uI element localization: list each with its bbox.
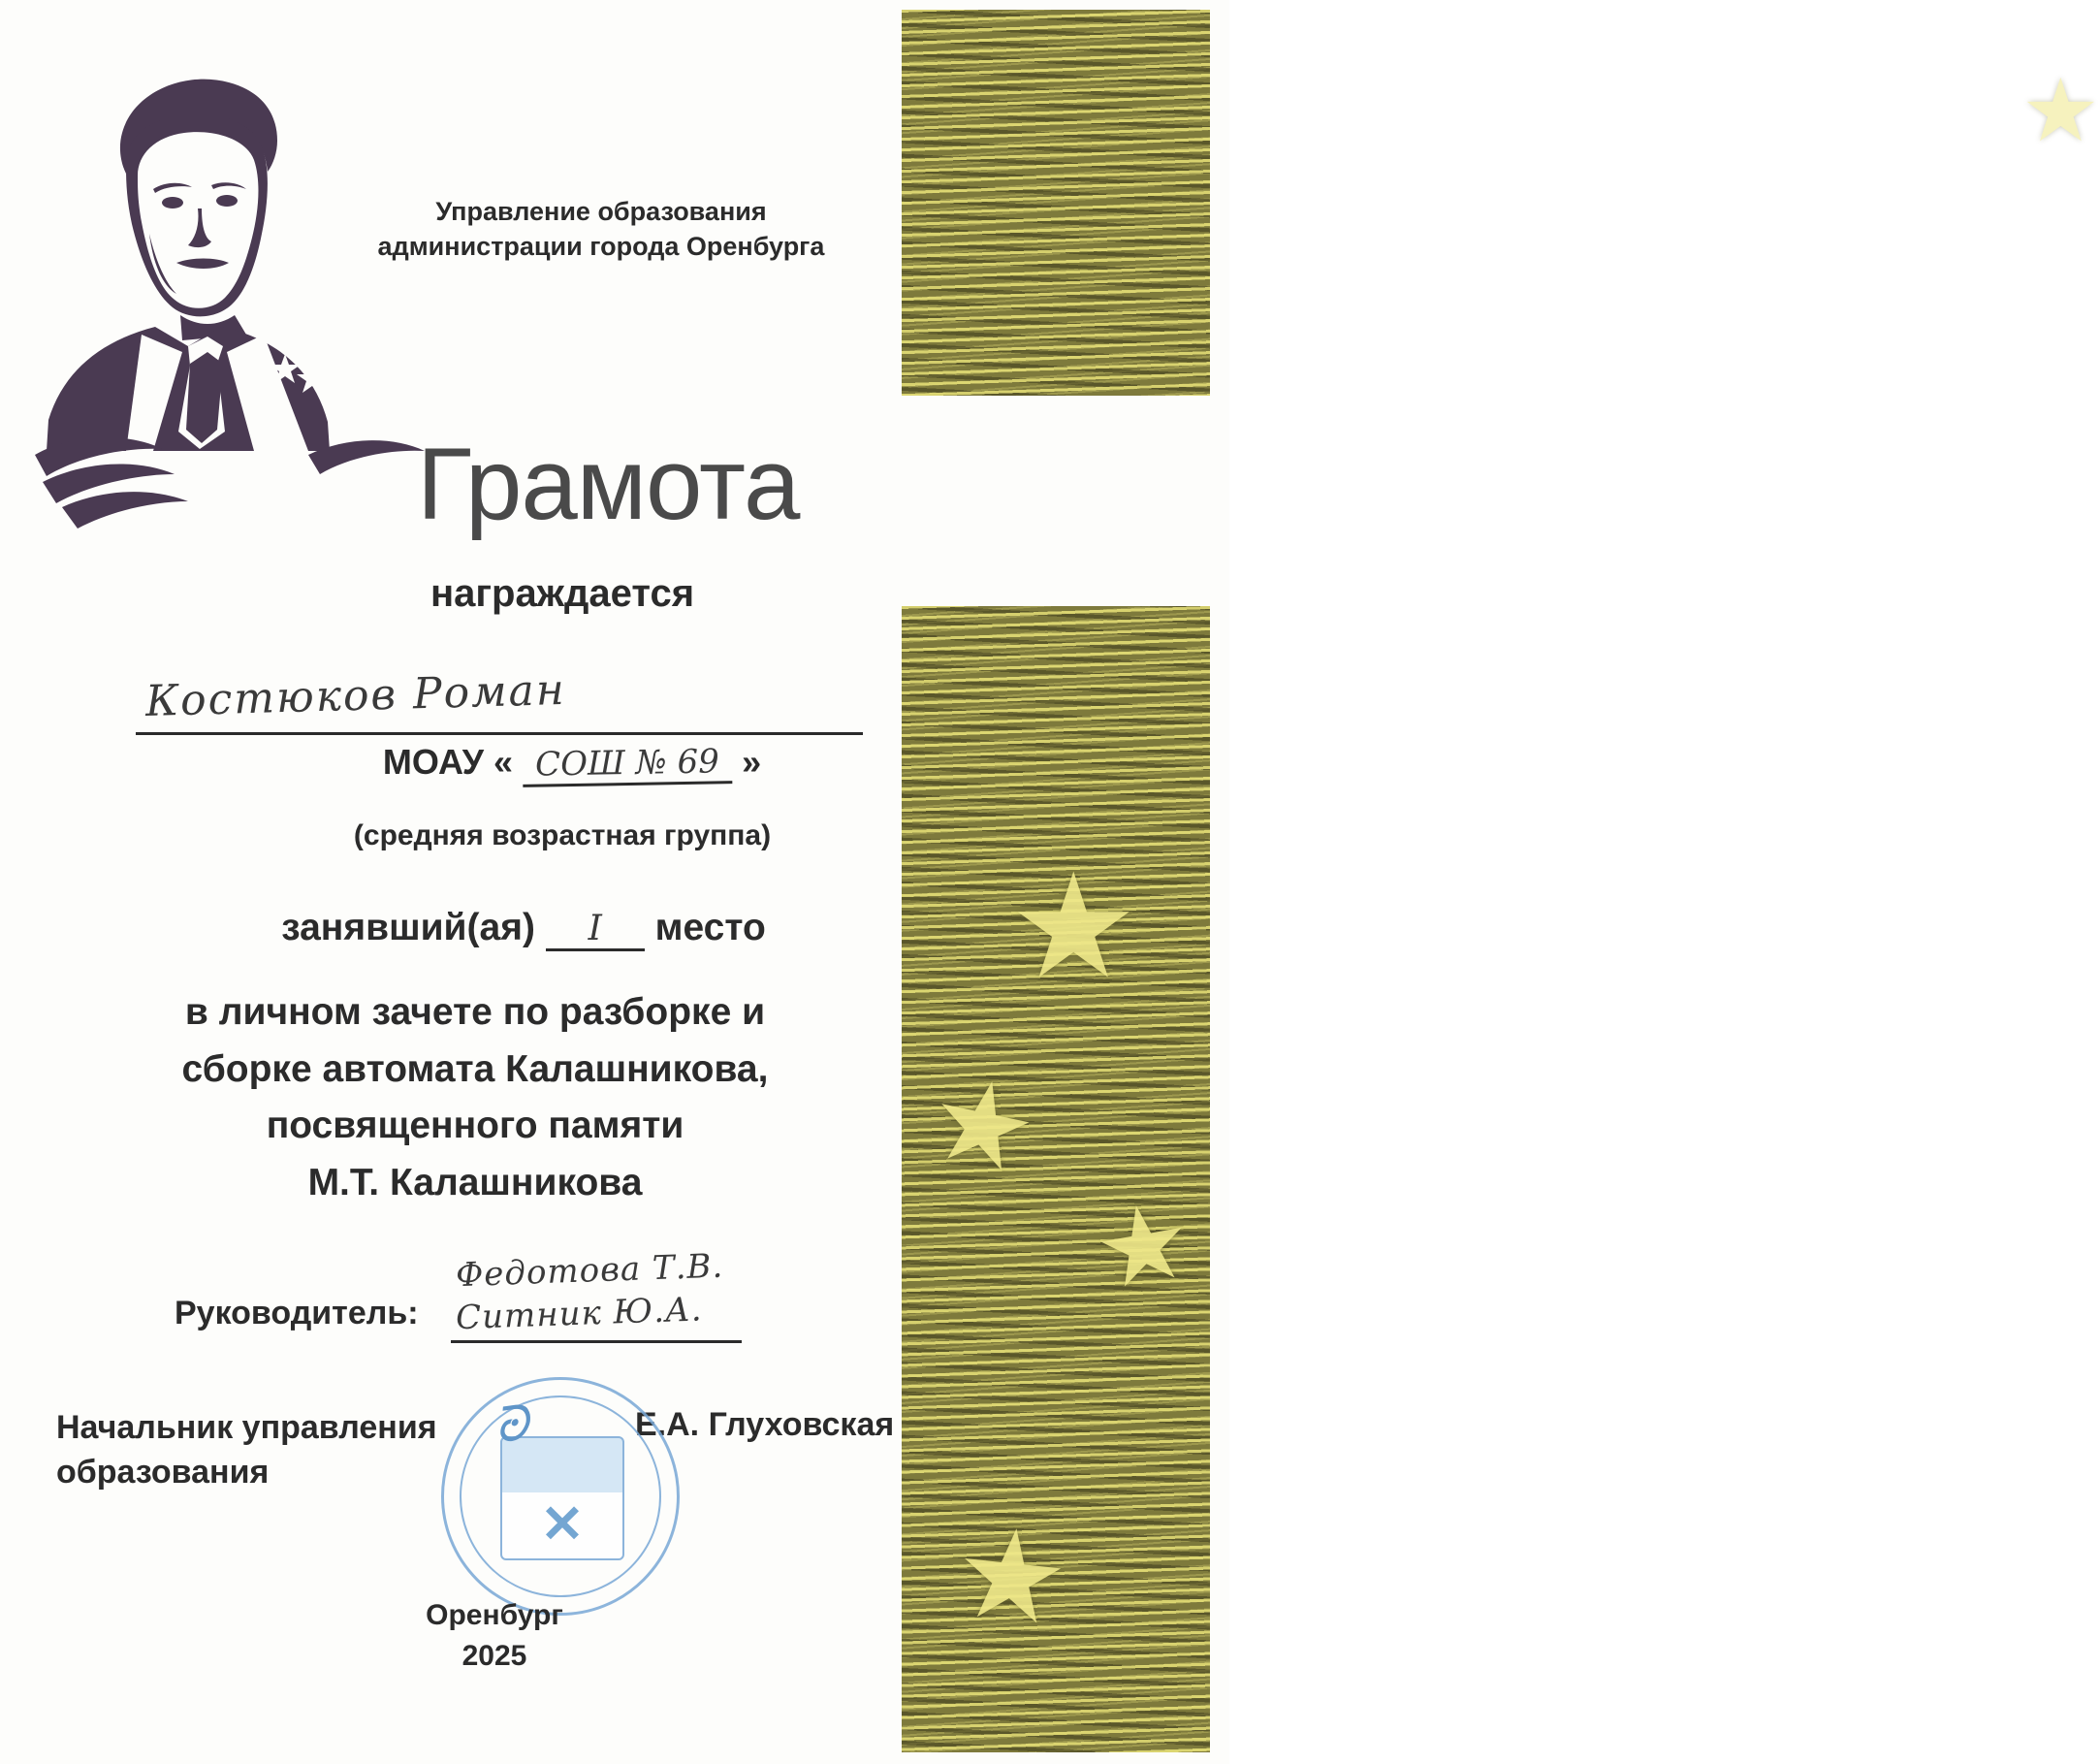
award-reason [68, 984, 882, 1211]
award-reason-line-1: в личном зачете по разборке и [184, 991, 766, 1033]
awarded-label: награждается [430, 572, 695, 615]
school-label-suffix: » [742, 742, 762, 782]
star-icon: ★ [947, 1499, 1075, 1652]
award-reason-line-2: сборке автомата Калашникова, [181, 1047, 769, 1090]
award-reason-line-4: М.Т. Калашникова [307, 1161, 643, 1203]
place-row [175, 907, 873, 951]
camouflage-ribbon-top [902, 10, 2100, 396]
place-value: I [546, 909, 645, 951]
place-suffix-label: место [654, 907, 766, 948]
chief-title-line-2: образования [56, 1453, 270, 1491]
recipient-name: Костюков Роман [144, 664, 567, 727]
stamp-signature-scribble: ᘒ [491, 1394, 532, 1456]
chief-name: Е.А. Глуховская [635, 1406, 895, 1443]
award-reason-line-3: посвященного памяти [266, 1105, 684, 1146]
organization-line-1: Управление образования [435, 197, 767, 226]
leader-signature-block [455, 1246, 747, 1338]
star-icon: ★ [2021, 63, 2100, 160]
cross-icon: ✕ [540, 1495, 585, 1554]
school-row [281, 742, 863, 786]
star-icon: ★ [1008, 845, 1139, 1008]
chief-title-block [56, 1406, 463, 1495]
year-label: 2025 [461, 1640, 527, 1672]
place-prefix-label: занявший(ая) [281, 907, 535, 948]
school-value: СОШ № 69 [523, 742, 733, 787]
leader-signature-first: Федотова Т.В. [455, 1246, 724, 1296]
kalashnikov-portrait-emblem [17, 44, 454, 495]
document-footer [291, 1595, 698, 1677]
leader-signature-second: Ситник Ю.А. [455, 1290, 704, 1338]
star-icon: ★ [1085, 1178, 1201, 1313]
leader-label: Руководитель: [175, 1295, 419, 1331]
leader-signature-underline [451, 1340, 742, 1343]
stamp-coat-of-arms [500, 1436, 624, 1560]
chief-title-line-1: Начальник управления [56, 1409, 437, 1446]
page-title: Грамота [417, 428, 800, 541]
official-stamp [441, 1377, 680, 1616]
city-label: Оренбург [426, 1599, 563, 1631]
age-group-label: (средняя возрастная группа) [353, 819, 772, 851]
organization-line-2: администрации города Оренбурга [377, 232, 825, 262]
star-icon: ★ [918, 1050, 1048, 1200]
organization-header [320, 194, 882, 265]
school-label-prefix: МОАУ « [382, 742, 514, 782]
